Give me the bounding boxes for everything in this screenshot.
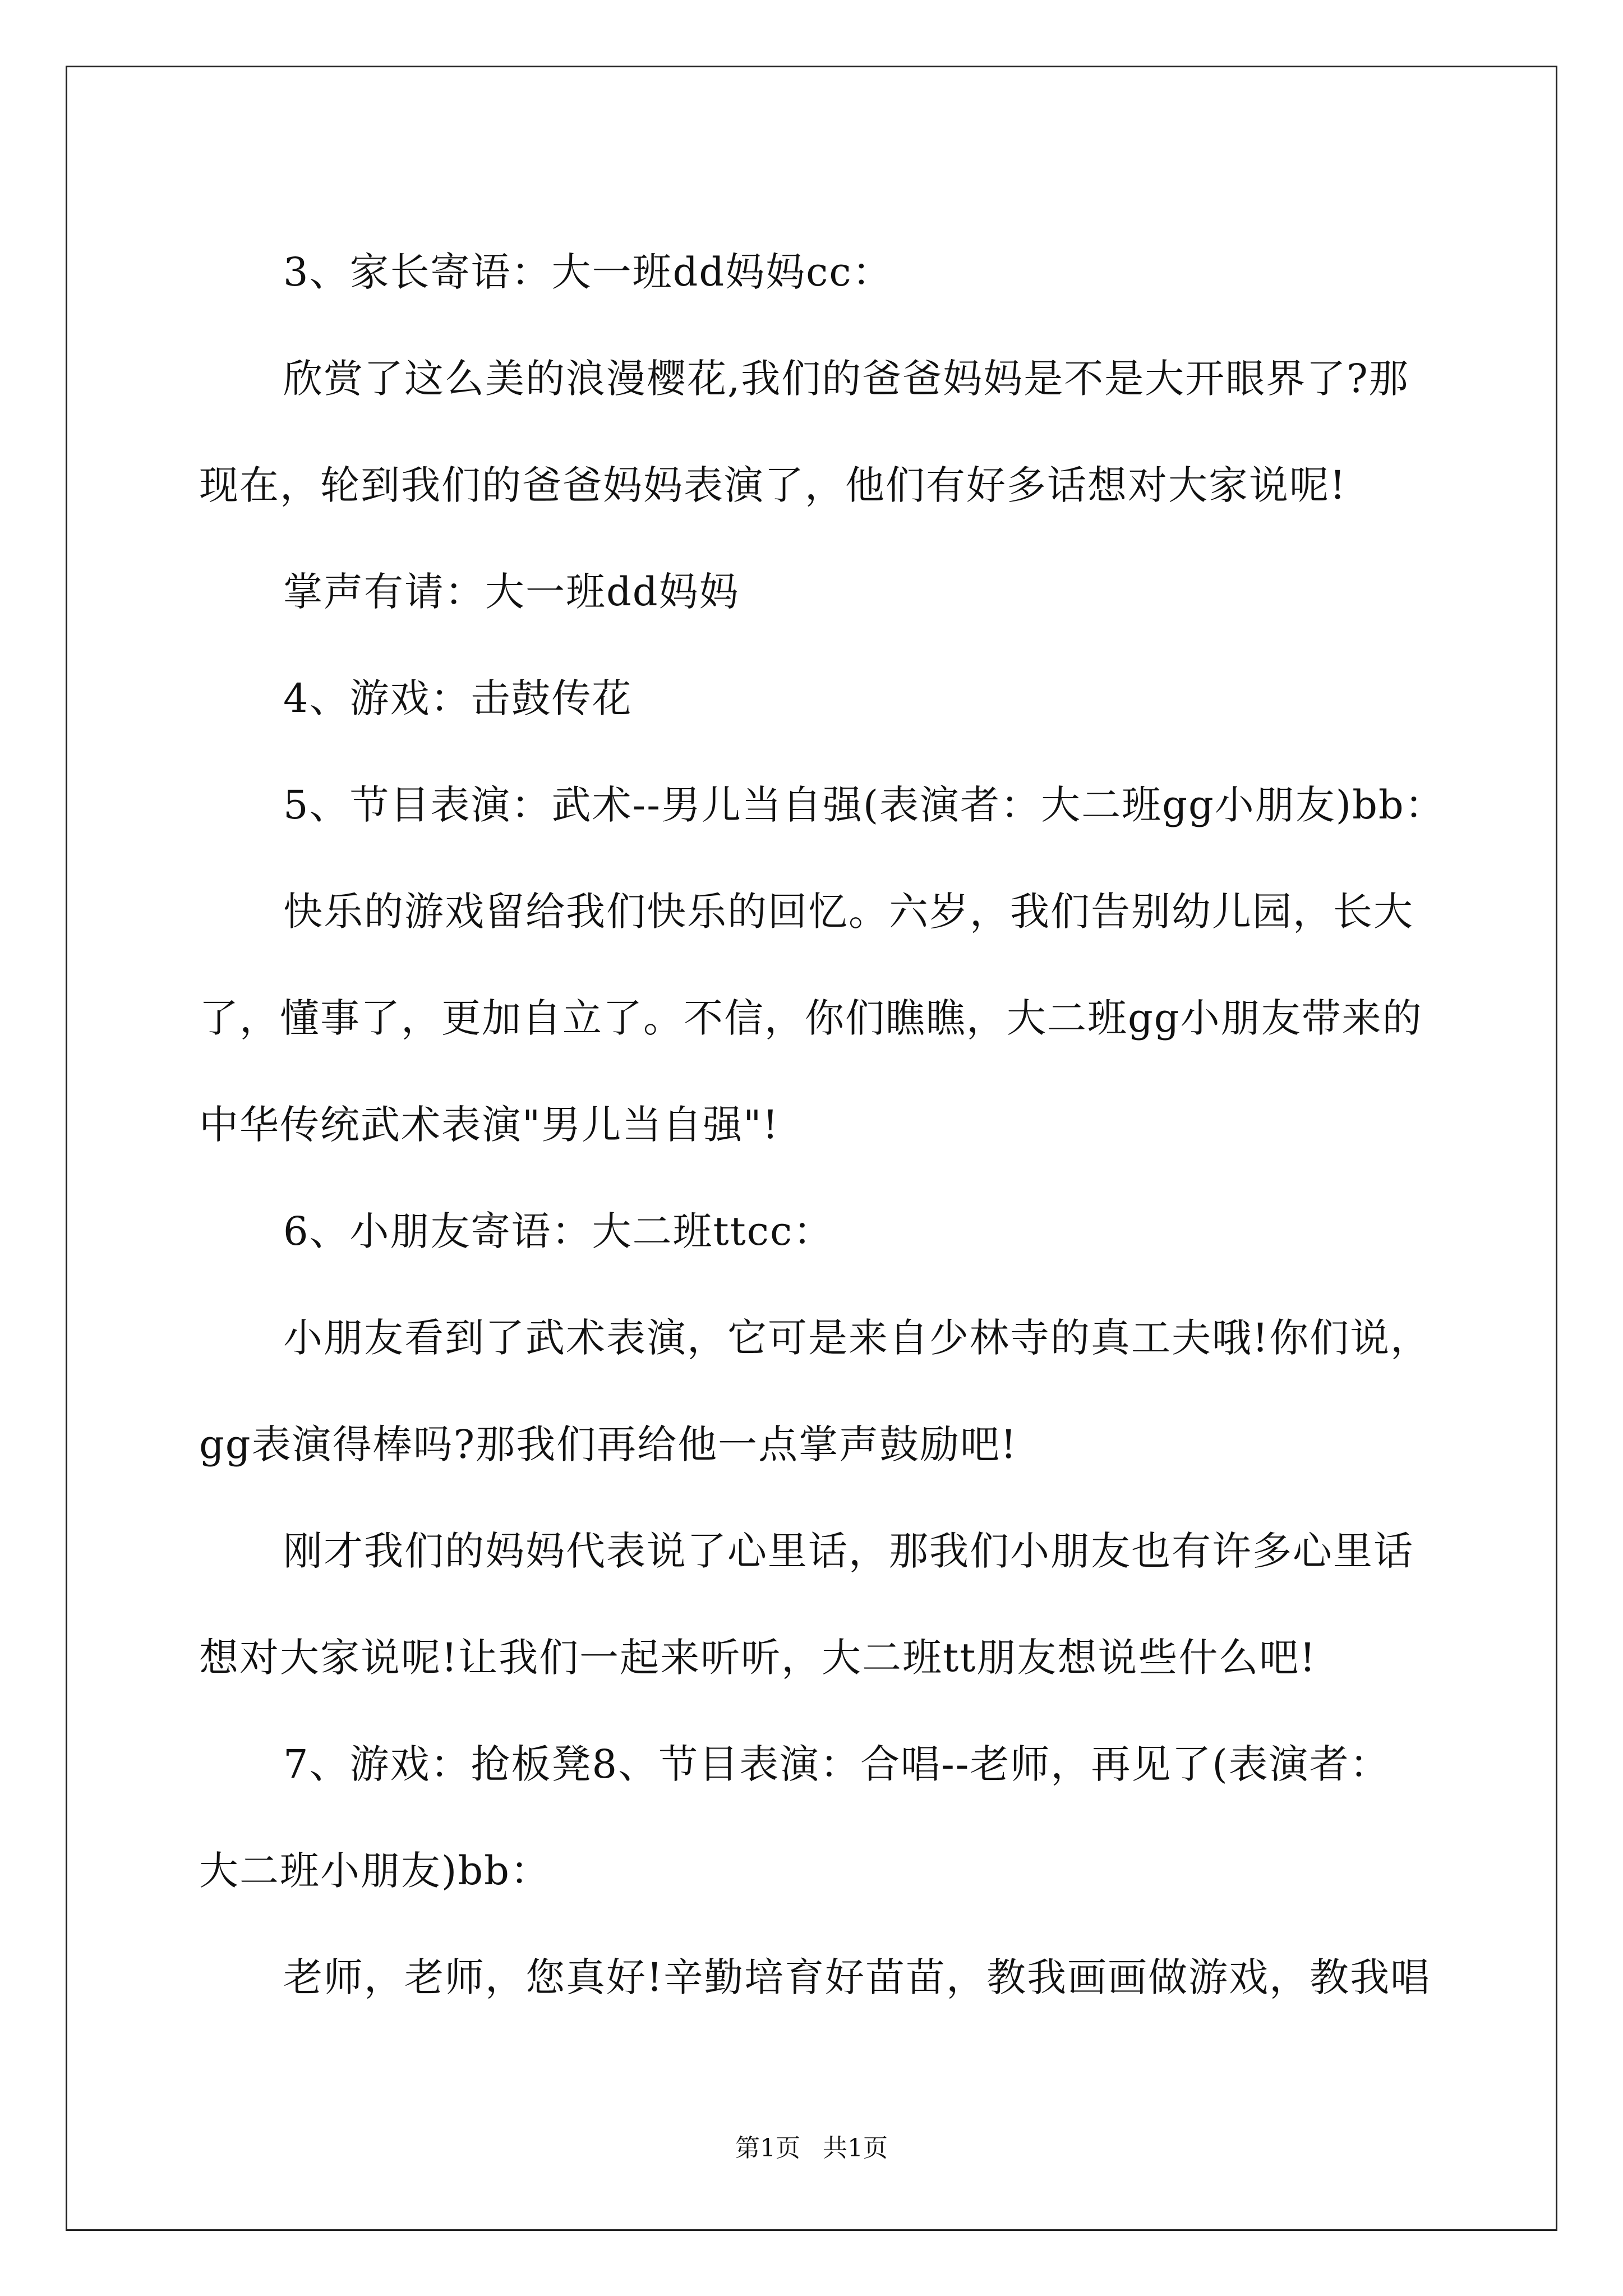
paragraph-10 [199, 1711, 1433, 1924]
paragraph-9 [199, 1498, 1433, 1711]
page-number: 第1页 [735, 2134, 800, 2162]
paragraph-1 [199, 219, 1433, 325]
page-footer [0, 2132, 1623, 2165]
paragraph-4 [199, 645, 1433, 752]
text-line: 中华传统武术表演"男儿当自强"! [199, 1102, 780, 1148]
text-line: 欣赏了这么美的浪漫樱花,我们的爸爸妈妈是不是大开眼界了?那 [283, 356, 1409, 402]
text-line: 6、小朋友寄语：大二班ttcc： [283, 1208, 834, 1254]
text-line: 快乐的游戏留给我们快乐的回忆。六岁，我们告别幼儿园，长大 [283, 889, 1414, 935]
text-line: 了，懂事了，更加自立了。不信，你们瞧瞧，大二班gg小朋友带来的 [199, 995, 1423, 1041]
text-line: 掌声有请：大一班dd妈妈 [283, 569, 740, 615]
page-total: 共1页 [823, 2134, 888, 2162]
text-line: 5、节目表演：武术--男儿当自强(表演者：大二班gg小朋友)bb： [283, 782, 1445, 828]
paragraph-7 [199, 1178, 1433, 1285]
paragraph-8 [199, 1285, 1433, 1498]
paragraph-11 [199, 1924, 1433, 2031]
text-line: 刚才我们的妈妈代表说了心里话，那我们小朋友也有许多心里话 [283, 1528, 1414, 1574]
text-line: 7、游戏：抢板凳8、节目表演：合唱--老师，再见了(表演者： [283, 1741, 1390, 1787]
text-line: 4、游戏：击鼓传花 [283, 675, 633, 721]
text-line: gg表演得棒吗?那我们再给他一点掌声鼓励吧! [199, 1421, 1018, 1467]
paragraph-3 [199, 539, 1433, 645]
text-line: 老师，老师，您真好!辛勤培育好苗苗，教我画画做游戏，教我唱 [283, 1954, 1431, 2000]
text-line: 小朋友看到了武术表演，它可是来自少林寺的真工夫哦!你们说， [283, 1315, 1431, 1361]
paragraph-6 [199, 858, 1433, 1178]
text-line: 3、家长寄语：大一班dd妈妈cc： [283, 249, 893, 295]
text-line: 现在，轮到我们的爸爸妈妈表演了，他们有好多话想对大家说呢! [199, 462, 1347, 508]
document-body [199, 219, 1445, 2031]
paragraph-2 [199, 325, 1433, 539]
text-line: 想对大家说呢!让我们一起来听听，大二班tt朋友想说些什么吧! [199, 1635, 1317, 1681]
text-line: 大二班小朋友)bb： [199, 1848, 551, 1894]
paragraph-5 [199, 752, 1445, 858]
